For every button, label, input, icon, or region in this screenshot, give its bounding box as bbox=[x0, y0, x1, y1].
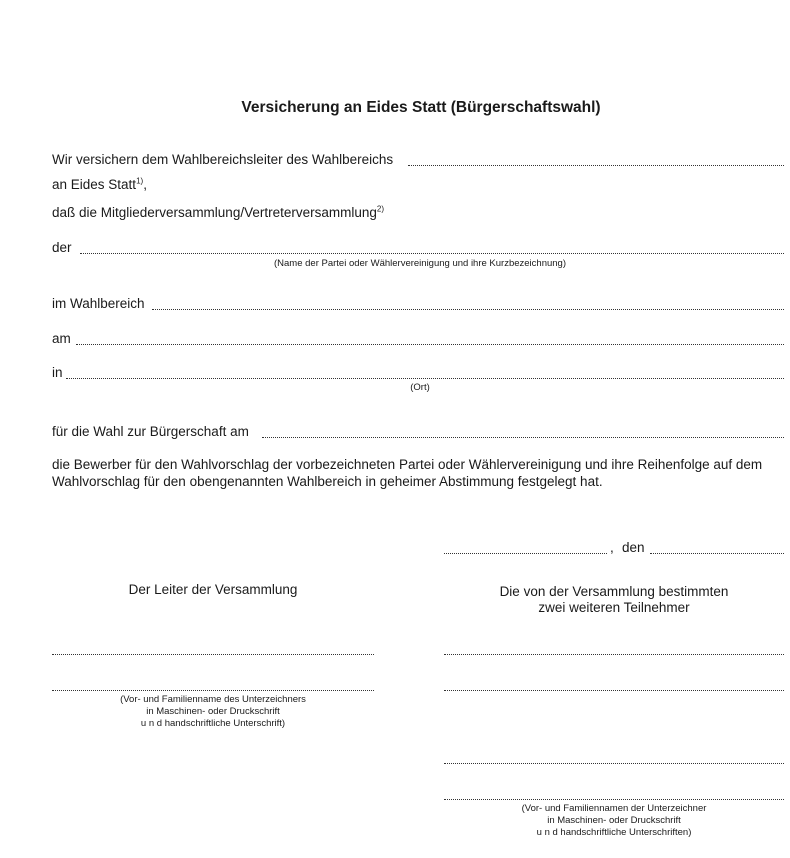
partei-name-caption: (Name der Partei oder Wählervereinigung und ihre Kurzbezeichnung) bbox=[273, 258, 567, 269]
in-label: in bbox=[52, 365, 63, 380]
right-signature-heading-1: Die von der Versammlung bestimmten bbox=[499, 584, 729, 599]
wahlbereich-field[interactable] bbox=[152, 309, 784, 310]
left-signature-caption bbox=[52, 694, 374, 730]
intro-line-1: Wir versichern dem Wahlbereichsleiter des Wahlbereichs bbox=[52, 152, 394, 167]
wahlbereich-label: im Wahlbereich bbox=[52, 296, 145, 311]
ort-field[interactable] bbox=[66, 378, 784, 379]
ort-caption: (Ort) bbox=[410, 382, 430, 393]
teilnehmer-1-signature-line[interactable] bbox=[444, 690, 784, 691]
am-label: am bbox=[52, 331, 71, 346]
intro-line-2: an Eides Statt$^{1)}$, bbox=[52, 176, 147, 192]
form-title: Versicherung an Eides Statt (Bürgerschaftswahl) bbox=[241, 99, 601, 116]
leiter-signature-line[interactable] bbox=[52, 690, 374, 691]
date-comma: , bbox=[610, 540, 614, 555]
ort-unterschrift-field[interactable] bbox=[444, 553, 607, 554]
datum-unterschrift-field[interactable] bbox=[650, 553, 784, 554]
footnote-2-marker: 2) bbox=[376, 204, 385, 214]
right-signature-heading-2: zwei weiteren Teilnehmer bbox=[538, 600, 690, 615]
teilnehmer-2-signature-line[interactable] bbox=[444, 799, 784, 800]
wahl-label: für die Wahl zur Bürgerschaft am bbox=[52, 424, 249, 439]
leiter-name-line[interactable] bbox=[52, 654, 374, 655]
right-caption-line-2: in Maschinen- oder Druckschrift bbox=[547, 815, 681, 826]
paragraph-line-1: die Bewerber für den Wahlvorschlag der vorbezeichneten Partei oder Wählervereinigung und ihre Reihenfolge auf dem bbox=[52, 457, 763, 472]
partei-name-field[interactable] bbox=[80, 253, 784, 254]
right-caption-line-3: u n d handschriftliche Unterschriften) bbox=[536, 827, 692, 838]
datum-versammlung-field[interactable] bbox=[76, 344, 784, 345]
intro-line-3: daß die Mitgliederversammlung/Vertreterversammlung$^{2)}$ bbox=[52, 204, 385, 220]
right-signature-caption bbox=[444, 803, 784, 839]
left-caption-line-1: (Vor- und Familienname des Unterzeichners bbox=[120, 694, 306, 705]
teilnehmer-2-name-line[interactable] bbox=[444, 763, 784, 764]
right-caption-line-1: (Vor- und Familiennamen der Unterzeichner bbox=[521, 803, 707, 814]
left-caption-line-3: u n d handschriftliche Unterschrift) bbox=[140, 718, 286, 729]
date-den-label: den bbox=[622, 540, 645, 555]
der-label: der bbox=[52, 240, 72, 255]
paragraph-line-2: Wahlvorschlag für den obengenannten Wahlbereich in geheimer Abstimmung festgelegt hat. bbox=[52, 474, 603, 489]
teilnehmer-1-name-line[interactable] bbox=[444, 654, 784, 655]
left-caption-line-2: in Maschinen- oder Druckschrift bbox=[146, 706, 280, 717]
left-signature-heading: Der Leiter der Versammlung bbox=[128, 582, 298, 597]
wahlbereichsleiter-field[interactable] bbox=[408, 165, 784, 166]
footnote-1-marker: 1) bbox=[136, 176, 144, 186]
wahltag-field[interactable] bbox=[262, 437, 784, 438]
